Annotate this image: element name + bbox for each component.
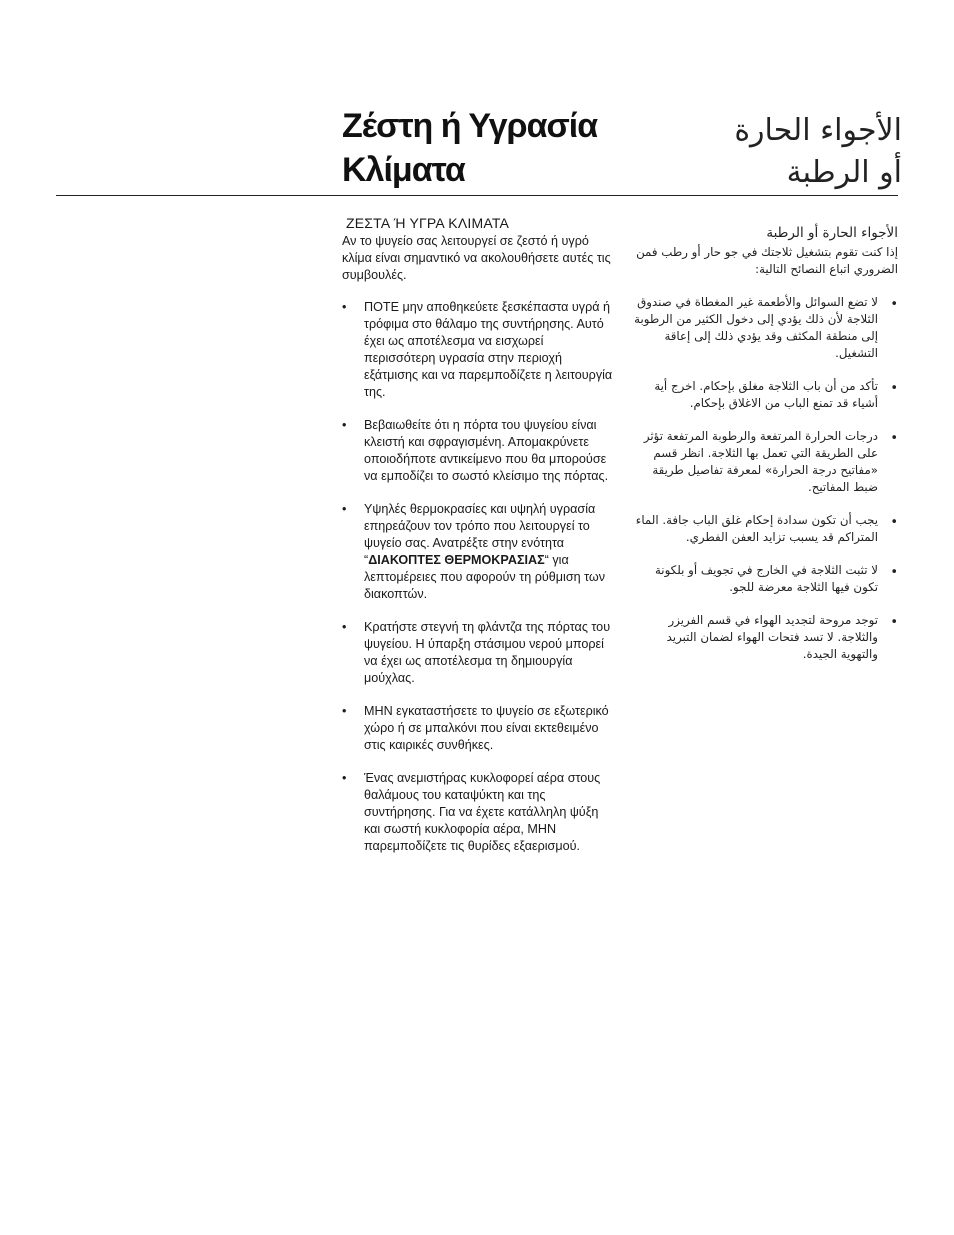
title-greek <box>342 104 642 192</box>
title-arabic-line2: أو الرطبة <box>786 155 902 190</box>
arabic-bullet-3 <box>632 428 898 496</box>
bullet-dot: • <box>890 565 898 580</box>
greek-bullet-list <box>342 299 614 855</box>
bullet-dot: • <box>342 704 347 718</box>
arabic-bullet-4 <box>632 512 898 546</box>
greek-bullet-1 <box>342 299 614 401</box>
greek-bullet-bold-ref: ΔΙΑΚΟΠΤΕΣ ΘΕΡΜΟΚΡΑΣΙΑΣ <box>368 553 545 567</box>
bullet-dot: • <box>342 418 347 432</box>
greek-column <box>342 214 614 871</box>
arabic-bullet-list <box>632 294 898 663</box>
bullet-dot: • <box>890 515 898 530</box>
arabic-subheading: الأجواء الحارة أو الرطبة <box>766 225 898 241</box>
arabic-bullet-text: لا تثبت الثلاجة في الخارج في تجويف أو بلكونة تكون فيها الثلاجة معرضة للجو. <box>654 563 878 594</box>
greek-bullet-text: Κρατήστε στεγνή τη φλάντζα της πόρτας του ψυγείου. Η ύπαρξη στάσιμου νερού μπορεί να έχει ως αποτέλεσμα τη δημιουργία μούχλας. <box>364 620 611 685</box>
arabic-bullet-6 <box>632 612 898 663</box>
arabic-bullet-text: تأكد من أن باب الثلاجة مغلق بإحكام. اخرج أية أشياء قد تمنع الباب من الاغلاق بإحكام. <box>654 379 878 410</box>
greek-bullet-6 <box>342 770 614 855</box>
bullet-dot: • <box>342 771 347 785</box>
greek-bullet-text-before: Υψηλές θερμοκρασίες και υψηλή υγρασία επηρεάζουν τον τρόπο που λειτουργεί το ψυγείο σας. Ανατρέξτε στην ενότητα “ <box>364 502 596 567</box>
greek-bullet-text: ΜΗΝ εγκαταστήσετε το ψυγείο σε εξωτερικό χώρο ή σε μπαλκόνι που είναι εκτεθειμένο στις καιρικές συνθήκες. <box>364 704 609 752</box>
greek-subheading: ΖΕΣΤΑ Ή ΥΓΡΑ ΚΛΙΜΑΤΑ <box>346 215 510 231</box>
bullet-dot: • <box>890 615 898 630</box>
arabic-bullet-text: توجد مروحة لتجديد الهواء في قسم الفريزر والثلاجة. لا تسد فتحات الهواء لضمان التبريد والتهوية الجيدة. <box>666 613 878 661</box>
greek-intro: Αν το ψυγείο σας λειτουργεί σε ζεστό ή υγρό κλίμα είναι σημαντικό να ακολουθήσετε αυτές τις συμβουλές. <box>342 234 611 282</box>
title-arabic <box>640 110 902 194</box>
arabic-intro: إذا كنت تقوم بتشغيل ثلاجتك في جو حار أو رطب فمن الضروري اتباع النصائح التالية: <box>636 245 898 276</box>
greek-bullet-text: Βεβαιωθείτε ότι η πόρτα του ψυγείου είναι κλειστή και σφραγισμένη. Απομακρύνετε οποιοδήποτε αντικείμενο που θα μπορούσε να εμποδίζει το σωστό κλείσιμο της πόρτας. <box>364 418 609 483</box>
greek-bullet-2 <box>342 417 614 485</box>
greek-bullet-5 <box>342 703 614 754</box>
arabic-column <box>632 224 898 679</box>
bullet-dot: • <box>342 300 347 314</box>
greek-bullet-text-after: “ για λεπτομέρειες που αφορούν τη ρύθμιση των διακοπτών. <box>364 553 606 601</box>
bullet-dot: • <box>890 431 898 446</box>
greek-bullet-3 <box>342 501 614 603</box>
greek-bullet-text: ΠΟΤΕ μην αποθηκεύετε ξεσκέπαστα υγρά ή τρόφιμα στο θάλαμο της συντήρησης. Αυτό έχει ως αποτέλεσμα να εισχωρεί περισσότερη υγρασία στην περιοχή εξάτμισης και να παρεμποδίζετε η λειτουργία της. <box>364 300 613 399</box>
title-greek-line1: Ζέστη ή Υγρασία <box>342 107 598 145</box>
greek-bullet-4 <box>342 619 614 687</box>
title-greek-line2: Κλίματα <box>342 151 465 189</box>
header-divider <box>56 195 898 196</box>
bullet-dot: • <box>890 297 898 312</box>
bullet-dot: • <box>342 502 347 516</box>
bullet-dot: • <box>890 381 898 396</box>
arabic-bullet-text: لا تضع السوائل والأطعمة غير المغطاة في صندوق الثلاجة لأن ذلك يؤدي إلى دخول الكثير من الرطوبة إلى منطقة المكثف وقد يؤدي ذلك إلى إعاقة التشغيل. <box>634 295 878 360</box>
greek-bullet-text: Ένας ανεμιστήρας κυκλοφορεί αέρα στους θαλάμους του καταψύκτη και της συντήρησης. Για να έχετε κατάλληλη ψύξη και σωστή κυκλοφορία αέρα, ΜΗΝ παρεμποδίζετε τις θυρίδες εξαερισμού. <box>364 771 601 853</box>
title-arabic-line1: الأجواء الحارة <box>734 113 902 148</box>
bullet-dot: • <box>342 620 347 634</box>
arabic-bullet-text: يجب أن تكون سدادة إحكام غلق الباب جافة. الماء المتراكم قد يسبب تزايد العفن الفطري. <box>635 513 878 544</box>
arabic-bullet-text: درجات الحرارة المرتفعة والرطوبة المرتفعة تؤثر على الطريقة التي تعمل بها الثلاجة. انظر قسم «مفاتيح درجة الحرارة» لمعرفة تفاصيل طريقة ضبط المفاتيح. <box>643 429 878 494</box>
arabic-bullet-1 <box>632 294 898 362</box>
arabic-bullet-2 <box>632 378 898 412</box>
arabic-bullet-5 <box>632 562 898 596</box>
